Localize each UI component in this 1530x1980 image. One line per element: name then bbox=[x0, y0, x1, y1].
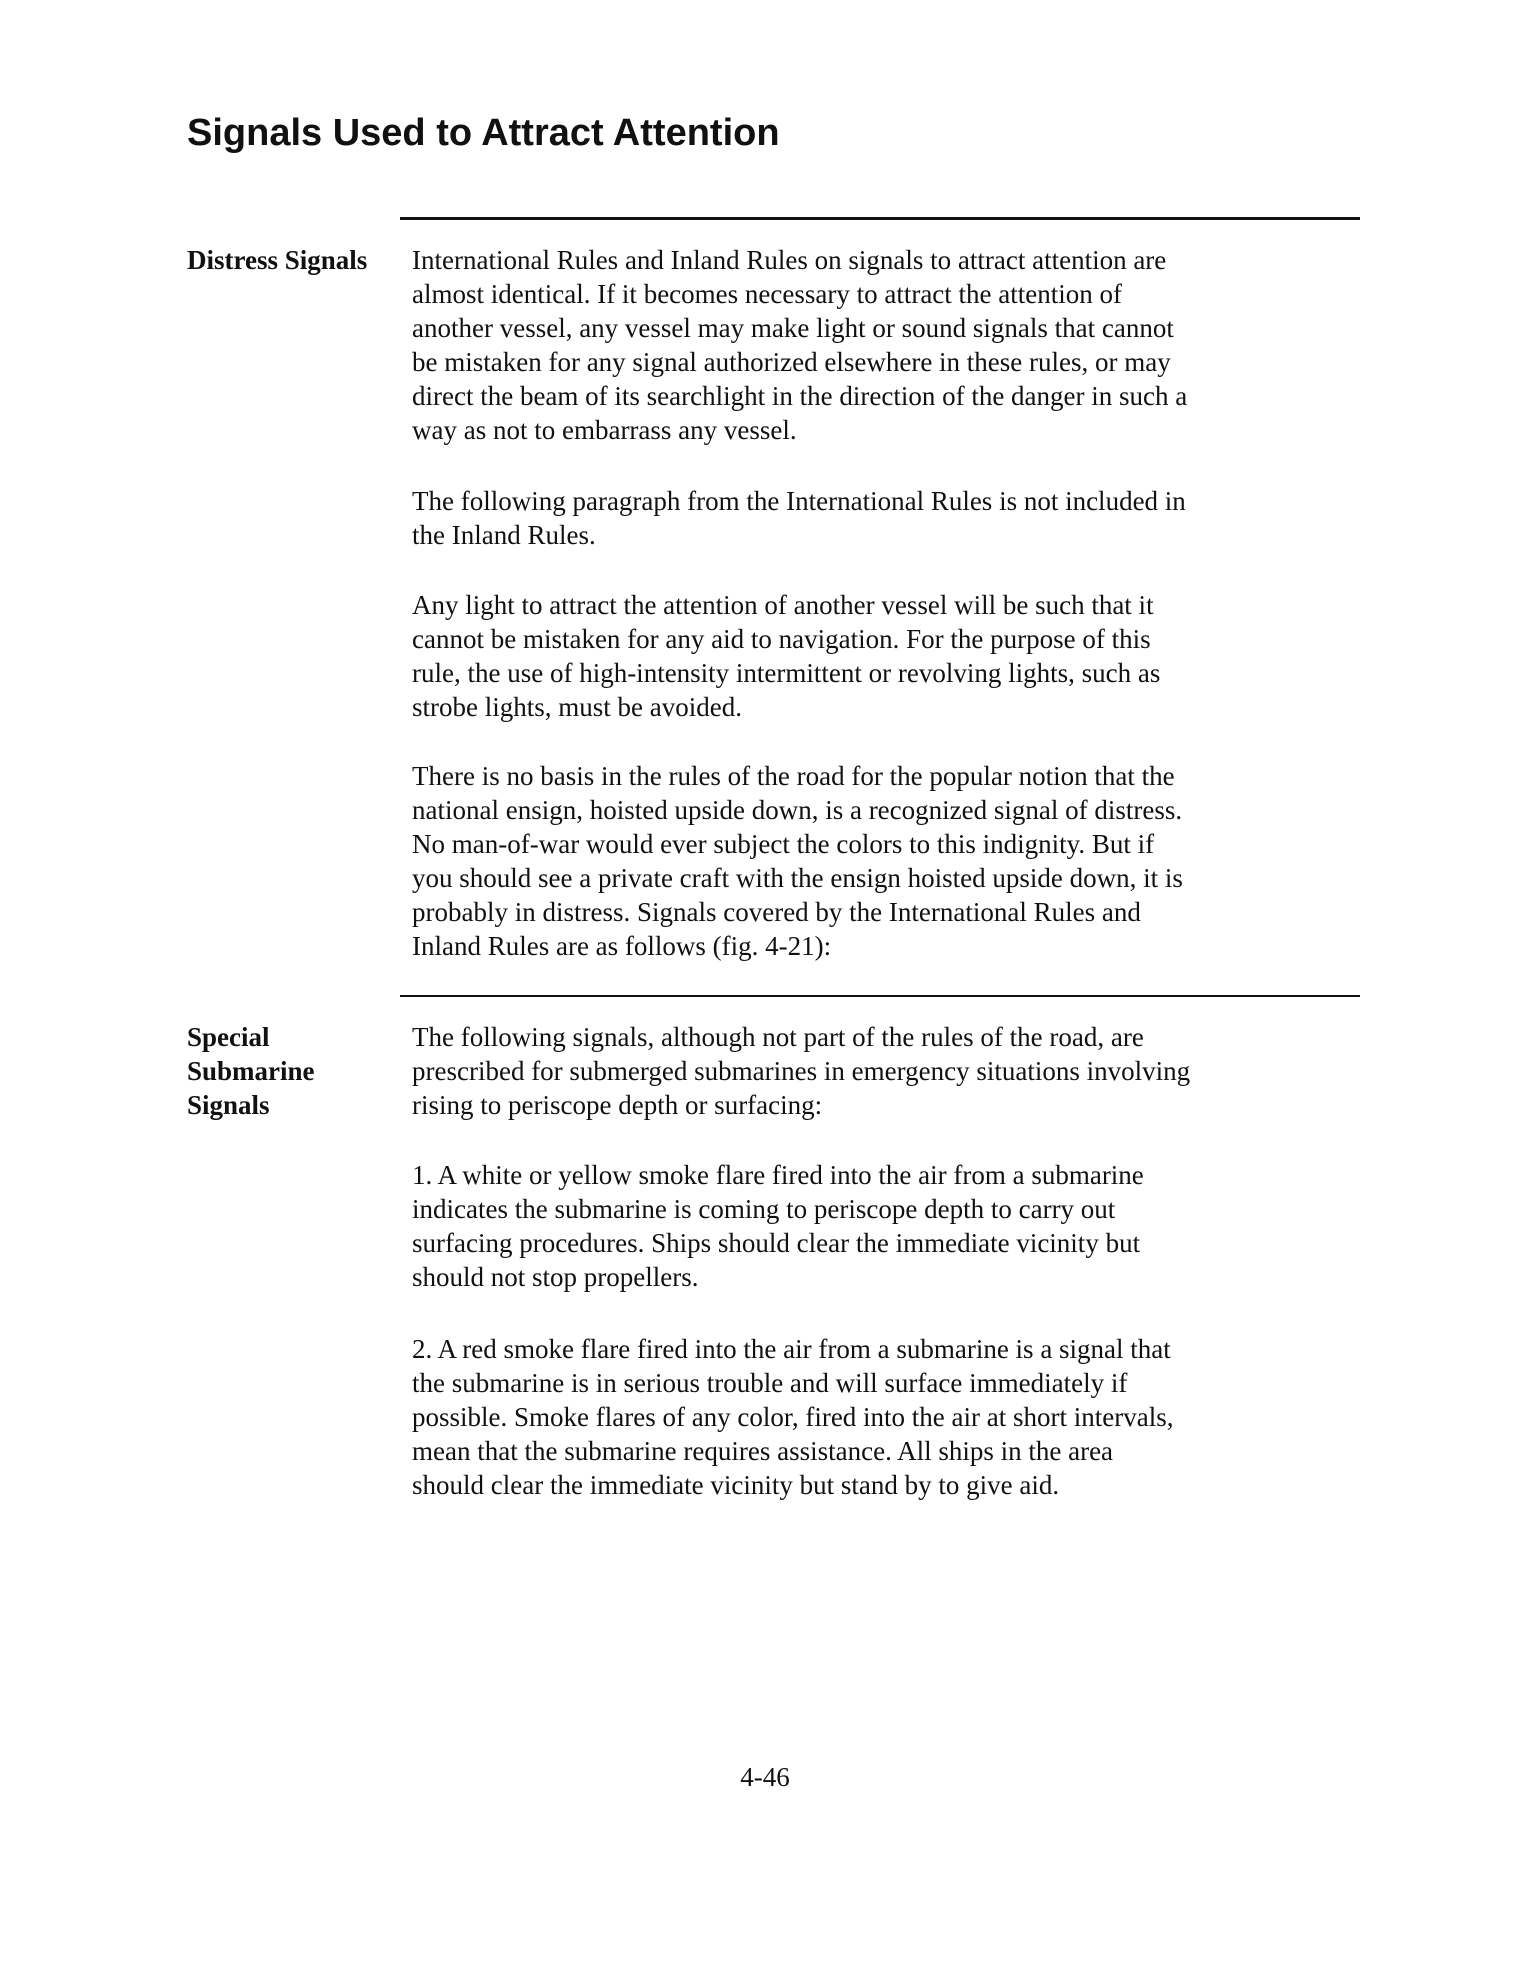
text-line: The following paragraph from the International Rules is not included in bbox=[412, 486, 1186, 516]
section-label-special-submarine-signals bbox=[187, 1020, 315, 1122]
text-line: another vessel, any vessel may make light or sound signals that cannot bbox=[412, 313, 1174, 343]
page-title: Signals Used to Attract Attention bbox=[187, 112, 780, 154]
label-line: Distress Signals bbox=[187, 245, 368, 275]
text-line: Any light to attract the attention of another vessel will be such that it bbox=[412, 590, 1154, 620]
paragraph bbox=[412, 588, 1160, 724]
text-line: The following signals, although not part of the rules of the road, are bbox=[412, 1022, 1144, 1052]
text-line: the Inland Rules. bbox=[412, 520, 596, 550]
section-divider bbox=[400, 217, 1360, 220]
text-line: indicates the submarine is coming to periscope depth to carry out bbox=[412, 1194, 1116, 1224]
text-line: Inland Rules are as follows (fig. 4-21): bbox=[412, 931, 832, 961]
label-line: Signals bbox=[187, 1090, 270, 1120]
text-line: you should see a private craft with the ensign hoisted upside down, it is bbox=[412, 863, 1183, 893]
text-line: way as not to embarrass any vessel. bbox=[412, 415, 797, 445]
text-line: national ensign, hoisted upside down, is a recognized signal of distress. bbox=[412, 795, 1183, 825]
paragraph bbox=[412, 759, 1183, 963]
text-line: possible. Smoke flares of any color, fired into the air at short intervals, bbox=[412, 1402, 1174, 1432]
text-line: should clear the immediate vicinity but stand by to give aid. bbox=[412, 1470, 1060, 1500]
list-item bbox=[412, 1158, 1144, 1294]
label-line: Special bbox=[187, 1022, 270, 1052]
section-label-distress-signals bbox=[187, 243, 367, 277]
text-line: should not stop propellers. bbox=[412, 1262, 699, 1292]
text-line: No man-of-war would ever subject the colors to this indignity. But if bbox=[412, 829, 1155, 859]
text-line: rule, the use of high-intensity intermittent or revolving lights, such as bbox=[412, 658, 1161, 688]
text-line: There is no basis in the rules of the road for the popular notion that the bbox=[412, 761, 1175, 791]
text-line: be mistaken for any signal authorized elsewhere in these rules, or may bbox=[412, 347, 1171, 377]
text-line: direct the beam of its searchlight in the direction of the danger in such a bbox=[412, 381, 1188, 411]
text-line: rising to periscope depth or surfacing: bbox=[412, 1090, 823, 1120]
text-line: 1. A white or yellow smoke flare fired into the air from a submarine bbox=[412, 1160, 1144, 1190]
list-item bbox=[412, 1332, 1173, 1502]
text-line: cannot be mistaken for any aid to navigation. For the purpose of this bbox=[412, 624, 1151, 654]
text-line: mean that the submarine requires assistance. All ships in the area bbox=[412, 1436, 1114, 1466]
section-divider bbox=[400, 995, 1360, 997]
text-line: International Rules and Inland Rules on signals to attract attention are bbox=[412, 245, 1167, 275]
text-line: surfacing procedures. Ships should clear the immediate vicinity but bbox=[412, 1228, 1141, 1258]
label-line: Submarine bbox=[187, 1056, 315, 1086]
text-line: 2. A red smoke flare fired into the air from a submarine is a signal that bbox=[412, 1334, 1171, 1364]
page-number: 4-46 bbox=[740, 1762, 790, 1792]
paragraph bbox=[412, 484, 1186, 552]
text-line: almost identical. If it becomes necessary to attract the attention of bbox=[412, 279, 1122, 309]
paragraph bbox=[412, 243, 1187, 447]
text-line: prescribed for submerged submarines in emergency situations involving bbox=[412, 1056, 1191, 1086]
text-line: probably in distress. Signals covered by the International Rules and bbox=[412, 897, 1141, 927]
paragraph bbox=[412, 1020, 1190, 1122]
text-line: the submarine is in serious trouble and will surface immediately if bbox=[412, 1368, 1128, 1398]
text-line: strobe lights, must be avoided. bbox=[412, 692, 742, 722]
